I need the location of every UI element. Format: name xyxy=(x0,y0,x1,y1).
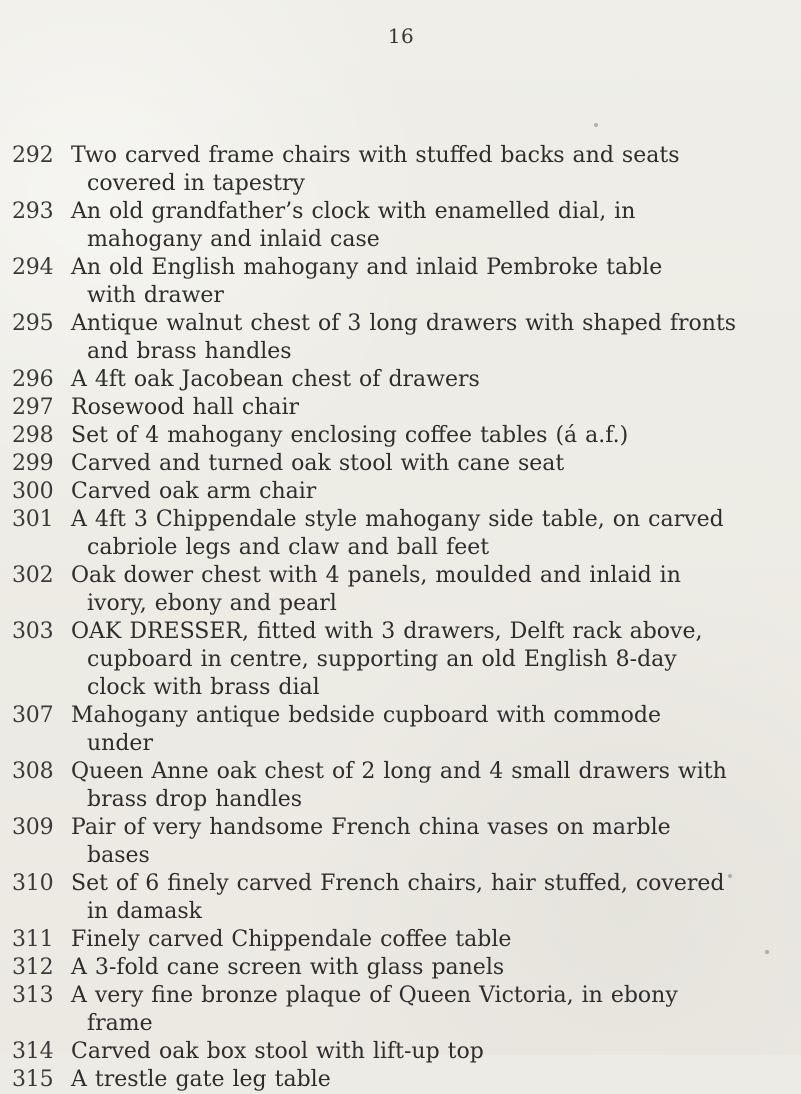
description-line-continuation: ivory, ebony and pearl xyxy=(87,591,337,616)
lot-number: 299 xyxy=(12,451,54,476)
lot-description xyxy=(71,422,782,450)
lot-description xyxy=(71,926,782,954)
lot-entry xyxy=(12,422,782,450)
description-line-first: Rosewood hall chair xyxy=(71,395,300,420)
lot-description xyxy=(71,814,782,870)
description-line-continuation: frame xyxy=(87,1011,153,1036)
description-line-continuation: in damask xyxy=(87,899,202,924)
lot-number: 310 xyxy=(12,871,54,896)
lot-description xyxy=(71,562,782,618)
lot-number: 293 xyxy=(12,199,54,224)
description-line-first: OAK DRESSER, fitted with 3 drawers, Delft rack above, xyxy=(71,619,703,644)
lot-entry xyxy=(12,954,782,982)
lot-entry xyxy=(12,366,782,394)
lot-entry xyxy=(12,1038,782,1066)
lot-number: 313 xyxy=(12,983,54,1008)
lot-description xyxy=(71,982,782,1038)
lot-number: 300 xyxy=(12,479,54,504)
lot-number: 302 xyxy=(12,563,54,588)
lot-number: 295 xyxy=(12,311,54,336)
lot-entry xyxy=(12,450,782,478)
lot-number: 297 xyxy=(12,395,54,420)
description-line-continuation: clock with brass dial xyxy=(87,675,320,700)
paper-speck xyxy=(594,123,598,127)
lot-entry xyxy=(12,702,782,758)
lot-entry xyxy=(12,478,782,506)
description-line-continuation: bases xyxy=(87,843,150,868)
lot-description xyxy=(71,506,782,562)
lot-number: 315 xyxy=(12,1067,54,1092)
description-line-first: Mahogany antique bedside cupboard with commode xyxy=(71,703,661,728)
lot-entry xyxy=(12,254,782,310)
paper-speck xyxy=(728,874,732,878)
lot-entry xyxy=(12,142,782,198)
description-line-first: Antique walnut chest of 3 long drawers with shaped fronts xyxy=(71,311,737,336)
description-line-first: Queen Anne oak chest of 2 long and 4 small drawers with xyxy=(71,759,727,784)
lot-description xyxy=(71,366,782,394)
lot-number: 294 xyxy=(12,255,54,280)
lot-description xyxy=(71,478,782,506)
lot-number: 311 xyxy=(12,927,54,952)
lot-description xyxy=(71,1066,782,1094)
lot-entry xyxy=(12,758,782,814)
lot-number: 307 xyxy=(12,703,54,728)
lot-description xyxy=(71,1038,782,1066)
lot-entry xyxy=(12,506,782,562)
description-line-first: A 4ft oak Jacobean chest of drawers xyxy=(71,367,480,392)
lot-entry xyxy=(12,198,782,254)
lot-entry xyxy=(12,870,782,926)
description-line-first: Set of 4 mahogany enclosing coffee tables (á a.f.) xyxy=(71,423,629,448)
lot-description xyxy=(71,758,782,814)
description-line-first: Carved oak box stool with lift-up top xyxy=(71,1039,484,1064)
lot-number: 292 xyxy=(12,143,54,168)
lot-number: 301 xyxy=(12,507,54,532)
lot-number: 298 xyxy=(12,423,54,448)
lot-description xyxy=(71,702,782,758)
description-line-continuation: mahogany and inlaid case xyxy=(87,227,380,252)
lot-description xyxy=(71,310,782,366)
lot-entry xyxy=(12,562,782,618)
description-line-first: A very fine bronze plaque of Queen Victoria, in ebony xyxy=(71,983,678,1008)
description-line-continuation: cupboard in centre, supporting an old English 8-day xyxy=(87,647,677,672)
description-line-first: Carved oak arm chair xyxy=(71,479,317,504)
lot-number: 314 xyxy=(12,1039,54,1064)
description-line-first: An old English mahogany and inlaid Pembroke table xyxy=(71,255,663,280)
lot-description xyxy=(71,394,782,422)
lot-number: 303 xyxy=(12,619,54,644)
lot-number: 312 xyxy=(12,955,54,980)
lot-number: 308 xyxy=(12,759,54,784)
lot-description xyxy=(71,254,782,310)
lot-description xyxy=(71,450,782,478)
description-line-continuation: covered in tapestry xyxy=(87,171,305,196)
lot-entry xyxy=(12,814,782,870)
description-line-continuation: brass drop handles xyxy=(87,787,303,812)
lot-entry xyxy=(12,926,782,954)
description-line-first: Oak dower chest with 4 panels, moulded and inlaid in xyxy=(71,563,681,588)
description-line-first: Finely carved Chippendale coffee table xyxy=(71,927,512,952)
description-line-first: A 3-fold cane screen with glass panels xyxy=(71,955,505,980)
description-line-continuation: and brass handles xyxy=(87,339,292,364)
description-line-first: Set of 6 finely carved French chairs, hair stuffed, covered xyxy=(71,871,725,896)
page-number: 16 xyxy=(387,24,415,48)
lot-number: 296 xyxy=(12,367,54,392)
lot-entry xyxy=(12,618,782,702)
lot-list xyxy=(12,142,782,1094)
lot-description xyxy=(71,954,782,982)
lot-entry xyxy=(12,982,782,1038)
lot-description xyxy=(71,870,782,926)
description-line-continuation: under xyxy=(87,731,153,756)
description-line-continuation: cabriole legs and claw and ball feet xyxy=(87,535,490,560)
description-line-continuation: with drawer xyxy=(87,283,224,308)
description-line-first: Carved and turned oak stool with cane seat xyxy=(71,451,565,476)
lot-entry xyxy=(12,310,782,366)
lot-description xyxy=(71,198,782,254)
lot-entry xyxy=(12,394,782,422)
lot-entry xyxy=(12,1066,782,1094)
lot-description xyxy=(71,618,782,702)
description-line-first: An old grandfather’s clock with enamelled dial, in xyxy=(71,199,636,224)
description-line-first: Two carved frame chairs with stuffed backs and seats xyxy=(71,143,680,168)
paper-speck xyxy=(765,950,769,954)
description-line-first: Pair of very handsome French china vases on marble xyxy=(71,815,671,840)
description-line-first: A 4ft 3 Chippendale style mahogany side table, on carved xyxy=(71,507,724,532)
description-line-first: A trestle gate leg table xyxy=(71,1067,331,1092)
lot-number: 309 xyxy=(12,815,54,840)
lot-description xyxy=(71,142,782,198)
